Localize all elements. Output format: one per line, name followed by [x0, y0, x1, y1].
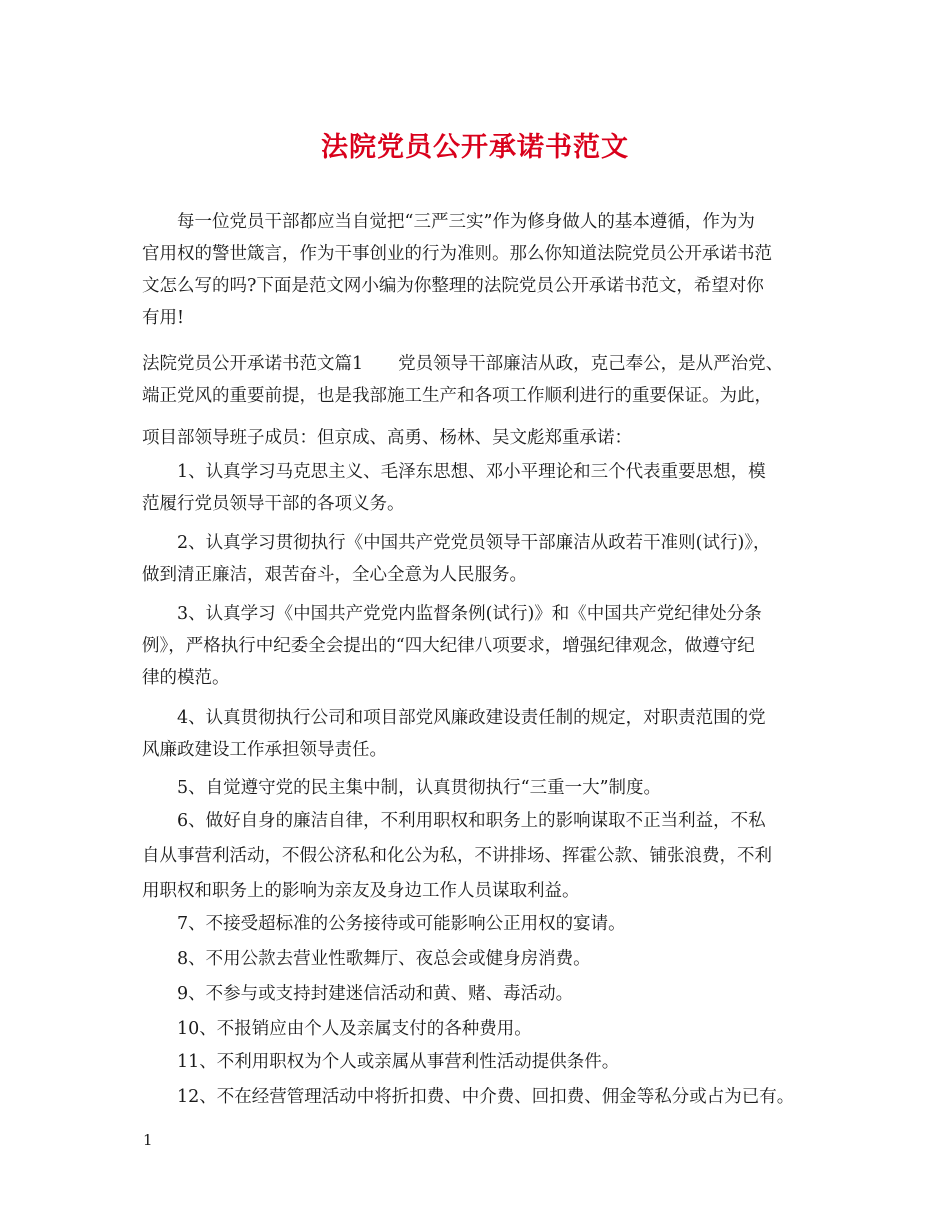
body-line: 6、做好自身的廉洁自律，不利用职权和职务上的影响谋取不正当利益，不私: [142, 811, 766, 831]
page-title: 法院党员公开承诺书范文: [321, 132, 629, 163]
body-line: 文怎么写的吗?下面是范文网小编为你整理的法院党员公开承诺书范文，希望对你: [142, 276, 764, 296]
body-line: 12、不在经营管理活动中将折扣费、中介费、回扣费、佣金等私分或占为已有。: [142, 1087, 795, 1107]
body-line: 2、认真学习贯彻执行《中国共产党党员领导干部廉洁从政若干准则(试行)》，: [142, 533, 771, 553]
body-line: 范履行党员领导干部的各项义务。: [142, 494, 405, 514]
body-line: 10、不报销应由个人及亲属支付的各种费用。: [142, 1019, 532, 1039]
body-line: 3、认真学习《中国共产党党内监督条例(试行)》和《中国共产党纪律处分条: [142, 604, 762, 624]
body-line: 每一位党员干部都应当自觉把“三严三实”作为修身做人的基本遵循，作为为: [142, 212, 755, 232]
page-number: 1: [143, 1131, 153, 1149]
body-line: 自从事营利活动，不假公济私和化公为私，不讲排场、挥霍公款、铺张浪费，不利: [142, 846, 772, 866]
body-line: 7、不接受超标准的公务接待或可能影响公正用权的宴请。: [142, 914, 626, 934]
body-line: 例》，严格执行中纪委全会提出的“四大纪律八项要求，增强纪律观念，做遵守纪: [142, 636, 755, 656]
body-line: 用职权和职务上的影响为亲友及身边工作人员谋取利益。: [142, 881, 580, 901]
body-line: 5、自觉遵守党的民主集中制，认真贯彻执行“三重一大”制度。: [142, 778, 662, 798]
body-line: 法院党员公开承诺书范文篇1 党员领导干部廉洁从政，克己奉公，是从严治党、: [142, 354, 784, 374]
body-line: 11、不利用职权为个人或亲属从事营利性活动提供条件。: [142, 1052, 620, 1072]
body-line: 9、不参与或支持封建迷信活动和黄、赌、毒活动。: [142, 984, 574, 1004]
body-line: 有用!: [142, 308, 185, 328]
body-line: 4、认真贯彻执行公司和项目部党风廉政建设责任制的规定，对职责范围的党: [142, 708, 766, 728]
body-line: 风廉政建设工作承担领导责任。: [142, 740, 387, 760]
body-line: 做到清正廉洁，艰苦奋斗，全心全意为人民服务。: [142, 565, 527, 585]
body-line: 端正党风的重要前提，也是我部施工生产和各项工作顺利进行的重要保证。为此，: [142, 386, 772, 406]
body-line: 律的模范。: [142, 668, 230, 688]
body-line: 8、不用公款去营业性歌舞厅、夜总会或健身房消费。: [142, 949, 591, 969]
body-line: 官用权的警世箴言，作为干事创业的行为准则。那么你知道法院党员公开承诺书范: [142, 244, 772, 264]
body-line: 1、认真学习马克思主义、毛泽东思想、邓小平理论和三个代表重要思想，模: [142, 462, 766, 482]
body-line: 项目部领导班子成员：但京成、高勇、杨林、吴文彪郑重承诺：: [142, 428, 632, 448]
